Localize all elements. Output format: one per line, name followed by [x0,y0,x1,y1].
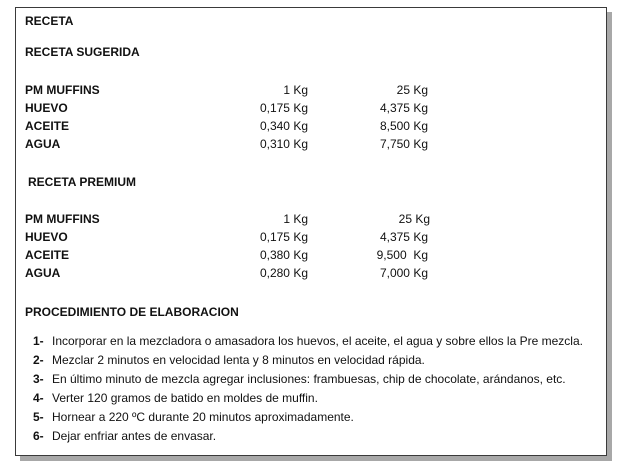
step-text: Verter 120 gramos de batido en moldes de muffin. [52,391,318,405]
suggested-recipe-heading: RECETA SUGERIDA [25,45,140,59]
quantity-2: 9,500 Kg [376,248,428,262]
quantity-1: 0,175 Kg [259,230,308,244]
step-number: 6- [33,429,44,443]
procedure-heading: PROCEDIMIENTO DE ELABORACION [25,305,239,319]
quantity-2: 4,375 Kg [379,230,428,244]
quantity-2: 25 Kg [396,83,428,97]
ingredient-name: ACEITE [25,248,70,262]
ingredient-name: PM MUFFINS [25,83,100,97]
step-number: 1- [33,334,44,348]
ingredient-name: HUEVO [25,101,68,115]
ingredient-name: HUEVO [25,230,68,244]
step-text: Hornear a 220 ºC durante 20 minutos aproximadamente. [52,410,354,424]
ingredient-name: ACEITE [25,119,70,133]
recipe-document [15,7,607,456]
step-number: 2- [33,353,44,367]
quantity-1: 0,340 Kg [259,119,308,133]
quantity-2: 7,000 Kg [379,266,428,280]
ingredient-name: PM MUFFINS [25,212,100,226]
step-number: 4- [33,391,44,405]
step-number: 5- [33,410,44,424]
step-number: 3- [33,372,44,386]
quantity-2: 4,375 Kg [379,101,428,115]
ingredient-name: AGUA [25,266,61,280]
step-text: Mezclar 2 minutos en velocidad lenta y 8 minutos en velocidad rápida. [52,353,425,367]
ingredient-name: AGUA [25,137,61,151]
quantity-1: 0,280 Kg [259,266,308,280]
quantity-1: 0,380 Kg [259,248,308,262]
step-text: Incorporar en la mezcladora o amasadora los huevos, el aceite, el agua y sobre ellos la Pre mezcla. [52,334,583,348]
quantity-2: 8,500 Kg [379,119,428,133]
premium-recipe-heading: RECETA PREMIUM [28,175,136,189]
quantity-1: 0,175 Kg [259,101,308,115]
step-text: Dejar enfriar antes de envasar. [52,429,217,443]
document-title: RECETA [25,14,74,28]
quantity-1: 0,310 Kg [259,137,308,151]
quantity-1: 1 Kg [283,83,308,97]
quantity-1: 1 Kg [283,212,308,226]
quantity-2: 25 Kg [398,212,430,226]
step-text: En último minuto de mezcla agregar inclusiones: frambuesas, chip de chocolate, arándanos, etc. [52,372,566,386]
quantity-2: 7,750 Kg [379,137,428,151]
